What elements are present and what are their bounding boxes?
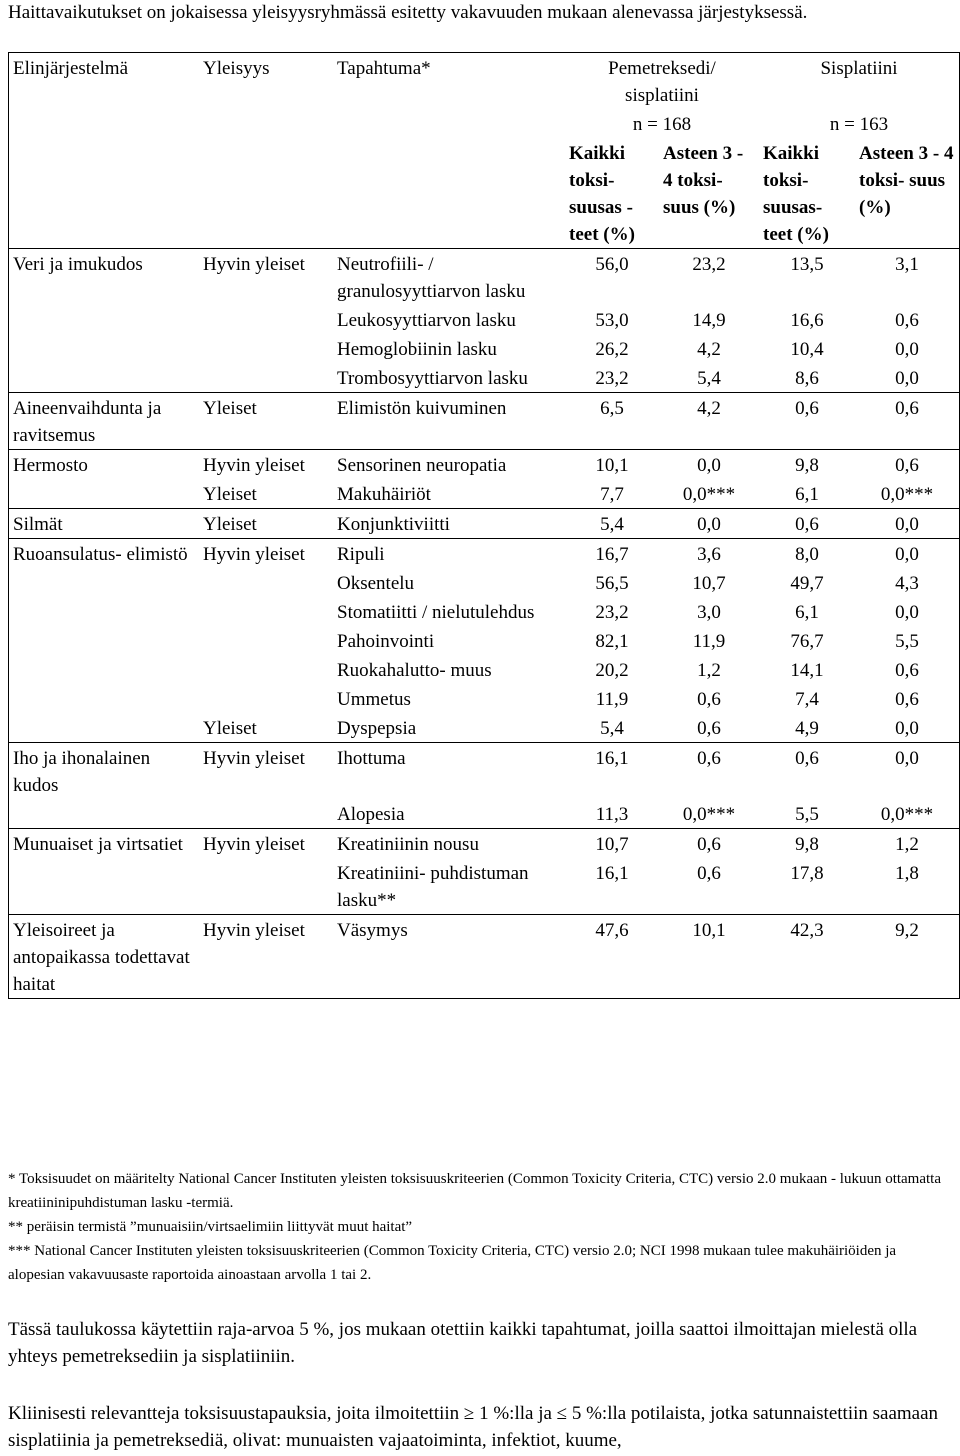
value-cell: 23,2 bbox=[692, 254, 726, 275]
event-cell: Kreatiniinin nousu bbox=[337, 834, 479, 855]
value-cell: 1,2 bbox=[697, 660, 721, 681]
subheader-all-cis: Kaikki toksi- suusas- teet (%) bbox=[763, 143, 829, 245]
value-cell: 3,0 bbox=[697, 602, 721, 623]
value-cell: 7,7 bbox=[600, 484, 624, 505]
value-cell: 13,5 bbox=[790, 254, 824, 275]
system-cell: Munuaiset ja virtsatiet bbox=[13, 834, 183, 855]
system-cell: Yleisoireet ja antopaikassa todettavat haitat bbox=[13, 920, 190, 995]
frequency-cell bbox=[199, 597, 333, 626]
system-cell bbox=[9, 655, 199, 684]
frequency-cell: Hyvin yleiset bbox=[203, 834, 305, 855]
adverse-events-table bbox=[8, 52, 960, 999]
system-cell bbox=[9, 363, 199, 393]
table-row bbox=[9, 363, 959, 393]
value-cell: 0,0*** bbox=[880, 804, 934, 825]
event-cell: Oksentelu bbox=[337, 573, 415, 594]
table-row bbox=[9, 597, 959, 626]
value-cell: 4,3 bbox=[895, 573, 919, 594]
table-row bbox=[9, 509, 959, 539]
frequency-cell bbox=[199, 568, 333, 597]
value-cell: 8,6 bbox=[795, 368, 819, 389]
table-row bbox=[9, 684, 959, 713]
value-cell: 10,7 bbox=[595, 834, 629, 855]
system-cell bbox=[9, 479, 199, 509]
value-cell: 6,1 bbox=[795, 484, 819, 505]
table-header bbox=[9, 53, 959, 249]
value-cell: 0,0*** bbox=[682, 804, 736, 825]
value-cell: 0,0*** bbox=[880, 484, 934, 505]
subheader-all-pem: Kaikki toksi- suusas -teet (%) bbox=[569, 143, 635, 245]
frequency-cell bbox=[199, 334, 333, 363]
system-cell bbox=[9, 597, 199, 626]
value-cell: 23,2 bbox=[595, 602, 629, 623]
system-cell bbox=[9, 626, 199, 655]
value-cell: 26,2 bbox=[595, 339, 629, 360]
value-cell: 8,0 bbox=[795, 544, 819, 565]
frequency-cell bbox=[199, 858, 333, 915]
value-cell: 1,8 bbox=[895, 863, 919, 884]
table-row bbox=[9, 450, 959, 480]
footnotes bbox=[8, 1167, 953, 1287]
footnote-1: * Toksisuudet on määritelty National Cancer Instituten yleisten toksisuuskriteerien (Common Toxicity Criteria, CTC) versio 2.0 mukaan - lukuun ottamatta kreatiininipuhdistuman lasku -termiä. bbox=[8, 1171, 942, 1211]
value-cell: 56,0 bbox=[595, 254, 629, 275]
value-cell: 0,6 bbox=[697, 718, 721, 739]
event-cell: Dyspepsia bbox=[337, 718, 417, 739]
value-cell: 0,6 bbox=[795, 748, 819, 769]
system-cell: Ruoansulatus- elimistö bbox=[13, 544, 188, 565]
system-cell: Veri ja imukudos bbox=[13, 254, 143, 275]
frequency-cell: Hyvin yleiset bbox=[203, 920, 305, 941]
value-cell: 14,9 bbox=[692, 310, 726, 331]
table-row bbox=[9, 249, 959, 306]
event-cell: Stomatiitti / nielutulehdus bbox=[337, 602, 535, 623]
value-cell: 0,6 bbox=[697, 863, 721, 884]
value-cell: 7,4 bbox=[795, 689, 819, 710]
table-row bbox=[9, 334, 959, 363]
subheader-grade34-cis: Asteen 3 - 4 toksi- suus (%) bbox=[859, 143, 954, 218]
frequency-cell: Yleiset bbox=[203, 484, 257, 505]
value-cell: 20,2 bbox=[595, 660, 629, 681]
group-cisplatin-header: Sisplatiini bbox=[820, 58, 898, 79]
value-cell: 10,1 bbox=[692, 920, 726, 941]
frequency-cell: Hyvin yleiset bbox=[203, 544, 305, 565]
value-cell: 53,0 bbox=[595, 310, 629, 331]
event-cell: Sensorinen neuropatia bbox=[337, 455, 507, 476]
value-cell: 5,4 bbox=[600, 718, 624, 739]
system-cell: Iho ja ihonalainen kudos bbox=[13, 748, 151, 796]
event-cell: Leukosyyttiarvon lasku bbox=[337, 310, 516, 331]
frequency-cell: Yleiset bbox=[203, 514, 257, 535]
value-cell: 0,6 bbox=[795, 514, 819, 535]
value-cell: 0,6 bbox=[895, 689, 919, 710]
value-cell: 0,0 bbox=[895, 544, 919, 565]
value-cell: 0,0 bbox=[895, 602, 919, 623]
frequency-cell bbox=[199, 305, 333, 334]
table-row bbox=[9, 915, 959, 999]
table-row bbox=[9, 713, 959, 743]
event-cell: Ihottuma bbox=[337, 748, 406, 769]
system-cell bbox=[9, 305, 199, 334]
table-row bbox=[9, 858, 959, 915]
col-system-header: Elinjärjestelmä bbox=[13, 58, 129, 79]
value-cell: 0,0 bbox=[697, 514, 721, 535]
footnote-2: ** peräisin termistä ”munuaisiin/virtsaelimiin liittyvät muut haitat” bbox=[8, 1219, 413, 1235]
event-cell: Neutrofiili- / granulosyyttiarvon lasku bbox=[337, 254, 526, 302]
system-cell bbox=[9, 334, 199, 363]
value-cell: 11,9 bbox=[692, 631, 726, 652]
value-cell: 10,1 bbox=[595, 455, 629, 476]
event-cell: Pahoinvointi bbox=[337, 631, 435, 652]
system-cell bbox=[9, 799, 199, 829]
value-cell: 0,6 bbox=[697, 689, 721, 710]
intro-text: Haittavaikutukset on jokaisessa yleisyysryhmässä esitetty vakavuuden mukaan alenevassa järjestyksessä. bbox=[8, 2, 808, 23]
frequency-cell bbox=[199, 684, 333, 713]
value-cell: 0,0 bbox=[895, 368, 919, 389]
value-cell: 14,1 bbox=[790, 660, 824, 681]
frequency-cell: Hyvin yleiset bbox=[203, 455, 305, 476]
value-cell: 5,4 bbox=[600, 514, 624, 535]
value-cell: 0,6 bbox=[895, 455, 919, 476]
system-cell bbox=[9, 568, 199, 597]
value-cell: 0,6 bbox=[895, 398, 919, 419]
value-cell: 5,5 bbox=[795, 804, 819, 825]
value-cell: 4,9 bbox=[795, 718, 819, 739]
table-row bbox=[9, 305, 959, 334]
event-cell: Elimistön kuivuminen bbox=[337, 398, 507, 419]
value-cell: 9,8 bbox=[795, 834, 819, 855]
event-cell: Ripuli bbox=[337, 544, 385, 565]
system-cell bbox=[9, 858, 199, 915]
value-cell: 0,0 bbox=[697, 455, 721, 476]
frequency-cell bbox=[199, 363, 333, 393]
value-cell: 0,6 bbox=[795, 398, 819, 419]
value-cell: 16,1 bbox=[595, 748, 629, 769]
frequency-cell bbox=[199, 799, 333, 829]
value-cell: 49,7 bbox=[790, 573, 824, 594]
value-cell: 0,0 bbox=[895, 514, 919, 535]
event-cell: Trombosyyttiarvon lasku bbox=[337, 368, 528, 389]
frequency-cell bbox=[199, 626, 333, 655]
value-cell: 3,1 bbox=[895, 254, 919, 275]
table-row bbox=[9, 479, 959, 509]
event-cell: Hemoglobiinin lasku bbox=[337, 339, 497, 360]
system-cell bbox=[9, 684, 199, 713]
value-cell: 11,3 bbox=[595, 804, 629, 825]
col-frequency-header: Yleisyys bbox=[203, 58, 270, 79]
value-cell: 16,1 bbox=[595, 863, 629, 884]
event-cell: Alopesia bbox=[337, 804, 405, 825]
subheader-grade34-pem: Asteen 3 - 4 toksi- suus (%) bbox=[663, 143, 744, 218]
table-row bbox=[9, 568, 959, 597]
table-row bbox=[9, 799, 959, 829]
value-cell: 9,2 bbox=[895, 920, 919, 941]
table-row bbox=[9, 743, 959, 800]
system-cell: Aineenvaihdunta ja ravitsemus bbox=[13, 398, 162, 446]
value-cell: 4,2 bbox=[697, 398, 721, 419]
value-cell: 56,5 bbox=[595, 573, 629, 594]
event-cell: Konjunktiviitti bbox=[337, 514, 450, 535]
value-cell: 0,6 bbox=[697, 834, 721, 855]
footnote-3: *** National Cancer Instituten yleisten toksisuuskriteerien (Common Toxicity Criteria, CTC) versio 2.0; NCI 1998 mukaan tulee makuhäiriöiden ja alopesian vakavuusaste raportoida ainoastaan arvolla 1 tai 2. bbox=[8, 1243, 897, 1283]
value-cell: 47,6 bbox=[595, 920, 629, 941]
table-row bbox=[9, 539, 959, 569]
frequency-cell: Hyvin yleiset bbox=[203, 748, 305, 769]
event-cell: Ruokahalutto- muus bbox=[337, 660, 492, 681]
paragraph-threshold: Tässä taulukossa käytettiin raja-arvoa 5 %, jos mukaan otettiin kaikki tapahtumat, joilla saattoi ilmoittajan mielestä olla yhteys pemetreksediin ja sisplatiiniin. bbox=[8, 1319, 918, 1367]
value-cell: 17,8 bbox=[790, 863, 824, 884]
value-cell: 0,0 bbox=[895, 718, 919, 739]
value-cell: 11,9 bbox=[595, 689, 629, 710]
value-cell: 9,8 bbox=[795, 455, 819, 476]
value-cell: 0,6 bbox=[697, 748, 721, 769]
event-cell: Väsymys bbox=[337, 920, 408, 941]
value-cell: 82,1 bbox=[595, 631, 629, 652]
value-cell: 23,2 bbox=[595, 368, 629, 389]
value-cell: 10,4 bbox=[790, 339, 824, 360]
value-cell: 0,0 bbox=[895, 339, 919, 360]
n-cisplatin: n = 163 bbox=[829, 114, 889, 135]
table-row bbox=[9, 626, 959, 655]
table-row bbox=[9, 655, 959, 684]
value-cell: 16,6 bbox=[790, 310, 824, 331]
value-cell: 0,0 bbox=[895, 748, 919, 769]
value-cell: 16,7 bbox=[595, 544, 629, 565]
system-cell bbox=[9, 713, 199, 743]
value-cell: 76,7 bbox=[790, 631, 824, 652]
value-cell: 42,3 bbox=[790, 920, 824, 941]
event-cell: Ummetus bbox=[337, 689, 411, 710]
value-cell: 4,2 bbox=[697, 339, 721, 360]
table-row bbox=[9, 829, 959, 859]
value-cell: 0,0*** bbox=[682, 484, 736, 505]
value-cell: 5,4 bbox=[697, 368, 721, 389]
event-cell: Kreatiniini- puhdistuman lasku** bbox=[337, 863, 529, 911]
table-row bbox=[9, 393, 959, 450]
event-cell: Makuhäiriöt bbox=[337, 484, 431, 505]
value-cell: 10,7 bbox=[692, 573, 726, 594]
frequency-cell: Yleiset bbox=[203, 398, 257, 419]
value-cell: 0,6 bbox=[895, 660, 919, 681]
value-cell: 6,1 bbox=[795, 602, 819, 623]
value-cell: 0,6 bbox=[895, 310, 919, 331]
value-cell: 3,6 bbox=[697, 544, 721, 565]
col-event-header: Tapahtuma* bbox=[337, 58, 431, 79]
value-cell: 5,5 bbox=[895, 631, 919, 652]
n-pemetrexed: n = 168 bbox=[632, 114, 692, 135]
group-pemetrexed-header: Pemetreksedi/ sisplatiini bbox=[608, 58, 716, 106]
paragraph-clinical: Kliinisesti relevantteja toksisuustapauksia, joita ilmoitettiin ≥ 1 %:lla ja ≤ 5 %:lla potilaista, jotka satunnaistettiin saamaan sisplatiinia ja pemetreksediä, olivat: munuaisten vajaatoiminta, infektiot, kuume, bbox=[8, 1403, 939, 1451]
system-cell: Hermosto bbox=[13, 455, 88, 476]
frequency-cell: Hyvin yleiset bbox=[203, 254, 305, 275]
table-body bbox=[9, 249, 959, 999]
value-cell: 1,2 bbox=[895, 834, 919, 855]
frequency-cell: Yleiset bbox=[203, 718, 257, 739]
value-cell: 6,5 bbox=[600, 398, 624, 419]
system-cell: Silmät bbox=[13, 514, 63, 535]
frequency-cell bbox=[199, 655, 333, 684]
